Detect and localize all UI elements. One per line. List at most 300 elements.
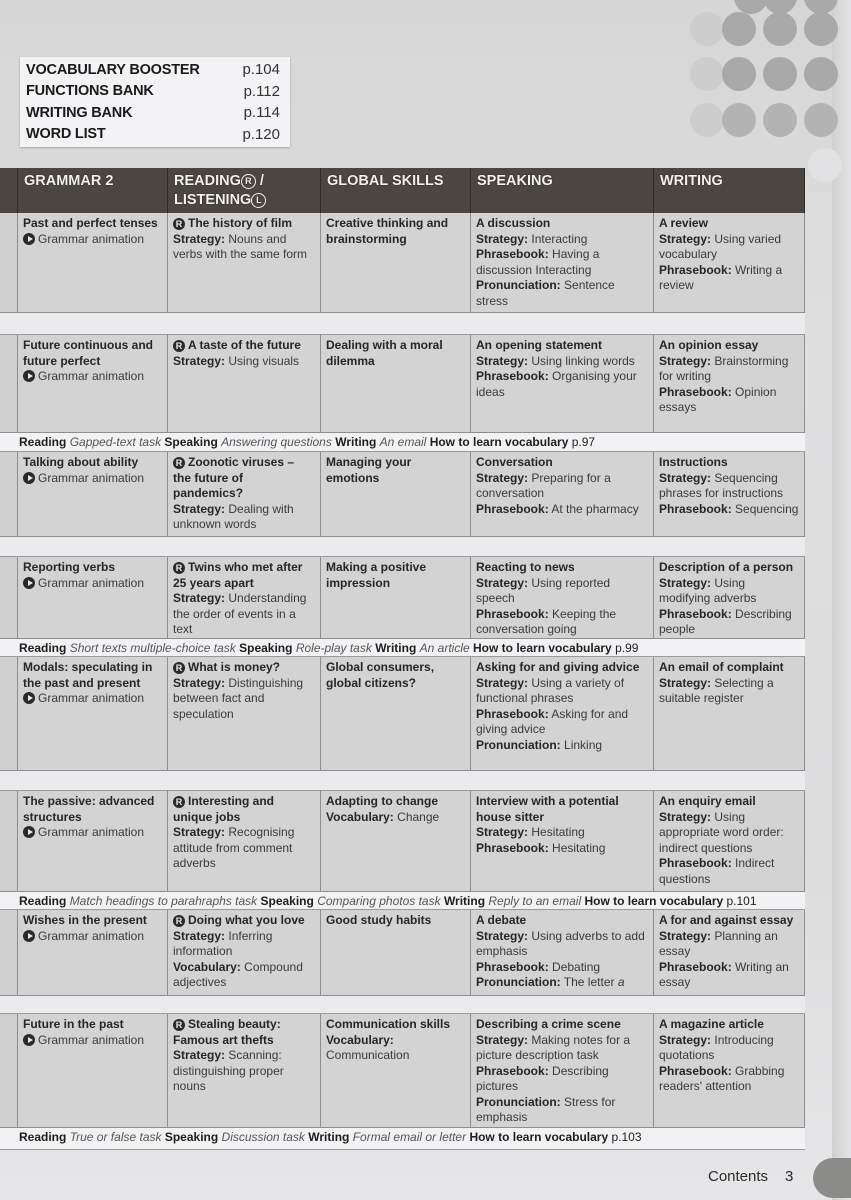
strategy-label: Strategy: bbox=[476, 353, 529, 368]
writing-phrasebook: Writing an essay bbox=[659, 959, 789, 989]
unit-marker-cell bbox=[0, 791, 18, 892]
grammar-topic: Future continuous and future perfect bbox=[23, 338, 153, 368]
global-skills-cell bbox=[321, 1014, 471, 1128]
speaking-phrasebook: Organising your ideas bbox=[476, 369, 637, 399]
dot-icon bbox=[690, 12, 724, 46]
global-skills-cell bbox=[321, 335, 471, 433]
how-to-learn-vocabulary-link[interactable] bbox=[469, 1130, 641, 1144]
header-reading-listening bbox=[168, 168, 321, 213]
grammar-animation-label: Grammar animation bbox=[38, 691, 145, 705]
strategy-label: Strategy: bbox=[476, 1032, 529, 1047]
writing-strategy: Selecting a suitable register bbox=[659, 675, 774, 705]
writing-strategy: Brainstorming for writing bbox=[659, 353, 789, 383]
unit-marker-cell bbox=[0, 910, 18, 996]
writing-phrasebook: Sequencing bbox=[735, 501, 799, 516]
play-icon bbox=[23, 577, 35, 589]
pronunciation-label: Pronunciation: bbox=[476, 1094, 561, 1109]
exam-reading-task: Match headings to parahraphs task bbox=[69, 894, 258, 908]
reading-badge-icon: R bbox=[173, 340, 185, 352]
exam-writing-task: An article bbox=[419, 641, 470, 655]
page-footer-label: Contents bbox=[708, 1168, 769, 1185]
strategy-label: Strategy: bbox=[173, 353, 226, 368]
phrasebook-label: Phrasebook: bbox=[476, 501, 549, 516]
writing-title: An opinion essay bbox=[659, 338, 759, 352]
speaking-title: Reacting to news bbox=[476, 560, 575, 574]
how-to-learn-vocabulary-link[interactable] bbox=[473, 641, 638, 655]
vocabulary-label: Vocabulary: bbox=[326, 809, 394, 824]
page-tab-icon bbox=[813, 1158, 851, 1198]
speaking-phrasebook: At the pharmacy bbox=[551, 501, 639, 516]
speaking-strategy: Using reported speech bbox=[476, 575, 611, 605]
speaking-cell bbox=[471, 557, 654, 639]
reading-cell bbox=[168, 910, 321, 996]
speaking-title: A discussion bbox=[476, 216, 551, 230]
writing-phrasebook: Opinion essays bbox=[659, 384, 777, 414]
reading-cell bbox=[168, 791, 321, 892]
pronunciation-label: Pronunciation: bbox=[476, 278, 561, 292]
exam-speaking-task: Comparing photos task bbox=[317, 894, 441, 908]
dot-icon bbox=[763, 12, 797, 46]
grammar-animation-link[interactable] bbox=[23, 1033, 162, 1049]
speaking-title: Interview with a potential house sitter bbox=[476, 794, 619, 824]
how-to-label: How to learn vocabulary bbox=[473, 641, 612, 655]
exam-writing-task: Formal email or letter bbox=[352, 1130, 467, 1144]
dot-icon bbox=[722, 57, 756, 91]
grammar-topic: Reporting verbs bbox=[23, 560, 116, 574]
speaking-pronunciation: The letter bbox=[563, 975, 615, 989]
reading-strategy: Nouns and verbs with the same form bbox=[173, 231, 308, 261]
speaking-phrasebook: Asking for and giving advice bbox=[476, 706, 629, 736]
strategy-label: Strategy: bbox=[173, 1048, 226, 1062]
dot-icon bbox=[804, 12, 838, 46]
play-icon bbox=[23, 370, 35, 382]
index-page: p.112 bbox=[243, 82, 280, 100]
reading-title: Interesting and unique jobs bbox=[173, 794, 275, 824]
writing-title: Instructions bbox=[659, 455, 728, 469]
exam-skills-footer bbox=[0, 1128, 805, 1150]
dot-icon bbox=[690, 57, 724, 91]
exam-reading-task: True or false task bbox=[69, 1130, 162, 1144]
writing-label: Writing bbox=[443, 894, 486, 908]
writing-strategy: Introducing quotations bbox=[659, 1032, 774, 1062]
pronunciation-letter: a bbox=[617, 975, 625, 989]
writing-cell bbox=[654, 657, 805, 771]
how-to-label: How to learn vocabulary bbox=[469, 1130, 609, 1144]
global-skill-title: Good study habits bbox=[326, 913, 432, 927]
speaking-title: A debate bbox=[476, 913, 527, 927]
unit-marker-cell bbox=[0, 1014, 18, 1128]
header-grammar bbox=[18, 168, 168, 213]
strategy-label: Strategy: bbox=[476, 470, 529, 485]
grammar-animation-link[interactable] bbox=[23, 929, 162, 945]
unit-marker-cell bbox=[0, 335, 18, 433]
play-icon bbox=[23, 692, 35, 704]
reading-title: The history of film bbox=[188, 216, 293, 230]
header-unit-column bbox=[0, 168, 18, 213]
writing-strategy: Using appropriate word order: indirect questions bbox=[659, 809, 784, 855]
listening-badge-icon: L bbox=[251, 193, 266, 208]
grammar-topic: Past and perfect tenses bbox=[23, 216, 158, 230]
speaking-strategy: Interacting bbox=[531, 231, 588, 246]
index-label: WRITING BANK bbox=[26, 104, 133, 121]
speaking-cell bbox=[471, 1014, 654, 1128]
how-to-label: How to learn vocabulary bbox=[429, 435, 569, 449]
dot-icon bbox=[804, 103, 838, 137]
index-label: WORD LIST bbox=[26, 126, 106, 143]
reading-cell bbox=[168, 1014, 321, 1128]
grammar-topic: Talking about ability bbox=[23, 455, 139, 469]
how-to-label: How to learn vocabulary bbox=[584, 894, 724, 908]
strategy-label: Strategy: bbox=[173, 825, 226, 839]
grammar-topic: The passive: advanced structures bbox=[23, 794, 155, 824]
speaking-title: Asking for and giving advice bbox=[476, 660, 640, 674]
grammar-cell bbox=[18, 910, 168, 996]
grammar-cell bbox=[18, 557, 168, 639]
speaking-pronunciation: Sentence stress bbox=[476, 278, 615, 308]
reading-strategy: Distinguishing between fact and speculation bbox=[173, 675, 304, 721]
header-listening-label: LISTENING bbox=[174, 192, 252, 208]
reading-label: Reading bbox=[19, 894, 67, 908]
writing-label: Writing bbox=[375, 641, 417, 655]
reading-vocabulary: Compound adjectives bbox=[173, 959, 303, 989]
exam-speaking-task: Role-play task bbox=[295, 641, 372, 655]
strategy-label: Strategy: bbox=[659, 231, 712, 246]
index-item-word-list[interactable] bbox=[20, 124, 290, 146]
strategy-label: Strategy: bbox=[173, 591, 226, 605]
grammar-cell bbox=[18, 1014, 168, 1128]
reading-cell bbox=[168, 657, 321, 771]
writing-phrasebook: Writing a review bbox=[659, 262, 783, 292]
global-skills-cell bbox=[321, 910, 471, 996]
writing-title: A magazine article bbox=[659, 1017, 764, 1031]
play-icon bbox=[23, 233, 35, 245]
speaking-phrasebook: Having a discussion Interacting bbox=[476, 247, 600, 277]
reading-cell bbox=[168, 557, 321, 639]
how-to-page: p.101 bbox=[726, 894, 757, 908]
play-icon bbox=[23, 1034, 35, 1046]
reading-badge-icon: R bbox=[173, 218, 185, 230]
speaking-phrasebook: Debating bbox=[552, 959, 601, 974]
strategy-label: Strategy: bbox=[659, 809, 712, 824]
reading-strategy: Dealing with unknown words bbox=[173, 501, 294, 531]
global-skills-cell bbox=[321, 452, 471, 537]
reading-badge-icon: R bbox=[173, 662, 185, 674]
writing-strategy: Sequencing phrases for instructions bbox=[659, 470, 784, 500]
grammar-animation-link[interactable] bbox=[23, 691, 162, 707]
unit-spacer bbox=[0, 537, 805, 557]
phrasebook-label: Phrasebook: bbox=[476, 840, 549, 855]
strategy-label: Strategy: bbox=[476, 231, 529, 246]
unit-marker-cell bbox=[0, 657, 18, 771]
exam-writing-task: Reply to an email bbox=[488, 894, 582, 908]
speaking-pronunciation: Stress for emphasis bbox=[476, 1094, 616, 1124]
strategy-label: Strategy: bbox=[659, 675, 712, 690]
speaking-title: An opening statement bbox=[476, 338, 603, 352]
header-grammar-label: GRAMMAR 2 bbox=[24, 173, 114, 189]
exam-speaking-task: Discussion task bbox=[221, 1130, 305, 1144]
phrasebook-label: Phrasebook: bbox=[476, 606, 549, 621]
play-icon bbox=[23, 826, 35, 838]
index-page: p.104 bbox=[242, 61, 280, 79]
header-speaking bbox=[471, 168, 654, 213]
grammar-animation-label: Grammar animation bbox=[38, 825, 145, 839]
reading-badge-icon: R bbox=[173, 457, 185, 469]
dot-icon bbox=[722, 12, 756, 46]
global-skills-cell bbox=[321, 557, 471, 639]
strategy-label: Strategy: bbox=[659, 928, 712, 943]
grammar-animation-link[interactable] bbox=[23, 232, 162, 248]
global-skill-title: Communication skills bbox=[326, 1017, 451, 1031]
strategy-label: Strategy: bbox=[659, 1032, 712, 1047]
play-icon bbox=[23, 472, 35, 484]
reading-cell bbox=[168, 335, 321, 433]
grammar-animation-link[interactable] bbox=[23, 825, 162, 841]
writing-cell bbox=[654, 557, 805, 639]
reading-title: A taste of the future bbox=[188, 338, 301, 352]
dot-icon bbox=[804, 57, 838, 91]
grammar-animation-label: Grammar animation bbox=[38, 575, 145, 590]
reading-strategy: Understanding the order of events in a text bbox=[173, 591, 307, 636]
writing-label: Writing bbox=[308, 1130, 350, 1144]
header-speaking-label: SPEAKING bbox=[477, 173, 553, 189]
dot-icon bbox=[722, 103, 756, 137]
grammar-cell bbox=[18, 452, 168, 537]
strategy-label: Strategy: bbox=[173, 231, 226, 246]
grammar-animation-label: Grammar animation bbox=[38, 928, 145, 943]
reading-strategy: Using visuals bbox=[228, 353, 300, 368]
grammar-animation-label: Grammar animation bbox=[38, 1032, 145, 1047]
how-to-page: p.103 bbox=[611, 1130, 642, 1144]
exam-skills-footer bbox=[0, 433, 805, 452]
strategy-label: Strategy: bbox=[173, 675, 226, 690]
speaking-pronunciation: Linking bbox=[564, 737, 603, 752]
index-page: p.114 bbox=[243, 104, 280, 122]
strategy-label: Strategy: bbox=[173, 501, 226, 516]
global-skills-cell bbox=[321, 213, 471, 313]
speaking-strategy: Using a variety of functional phrases bbox=[476, 675, 625, 705]
exam-reading-task: Short texts multiple-choice task bbox=[69, 641, 236, 655]
header-writing bbox=[654, 168, 805, 213]
exam-skills-footer bbox=[0, 892, 805, 910]
phrasebook-label: Phrasebook: bbox=[659, 262, 732, 277]
global-vocabulary: Communication bbox=[326, 1048, 410, 1062]
speaking-label: Speaking bbox=[164, 435, 218, 449]
unit-marker-cell bbox=[0, 452, 18, 537]
speaking-label: Speaking bbox=[164, 1130, 219, 1144]
index-page: p.120 bbox=[242, 125, 280, 143]
writing-cell bbox=[654, 791, 805, 892]
how-to-page: p.97 bbox=[571, 435, 596, 449]
reading-badge-icon: R bbox=[173, 796, 185, 808]
grammar-cell bbox=[18, 335, 168, 433]
reading-strategy: Inferring information bbox=[173, 928, 273, 958]
index-label: VOCABULARY BOOSTER bbox=[26, 61, 200, 78]
reading-cell bbox=[168, 452, 321, 537]
speaking-cell bbox=[471, 657, 654, 771]
reading-strategy: Scanning: distinguishing proper nouns bbox=[173, 1048, 284, 1093]
phrasebook-label: Phrasebook: bbox=[476, 369, 549, 383]
speaking-strategy: Using adverbs to add emphasis bbox=[476, 928, 645, 958]
reading-title: Doing what you love bbox=[188, 913, 305, 927]
exam-writing-task: An email bbox=[379, 435, 427, 449]
writing-strategy: Planning an essay bbox=[659, 928, 778, 958]
grammar-topic: Wishes in the present bbox=[23, 913, 147, 927]
writing-title: Description of a person bbox=[659, 560, 794, 574]
speaking-strategy: Making notes for a picture description task bbox=[476, 1032, 631, 1062]
how-to-page: p.99 bbox=[615, 641, 639, 655]
writing-title: An enquiry email bbox=[659, 794, 756, 808]
writing-title: A review bbox=[659, 216, 708, 230]
grammar-animation-link[interactable] bbox=[23, 369, 162, 385]
reading-title: Zoonotic viruses – the future of pandemics? bbox=[173, 455, 295, 500]
writing-phrasebook: Indirect questions bbox=[659, 856, 775, 886]
unit-marker-cell bbox=[0, 213, 18, 313]
unit-spacer bbox=[0, 771, 805, 791]
writing-cell bbox=[654, 910, 805, 996]
back-matter-index bbox=[20, 57, 290, 147]
phrasebook-label: Phrasebook: bbox=[659, 501, 732, 516]
writing-phrasebook: Describing people bbox=[659, 606, 792, 636]
writing-cell bbox=[654, 335, 805, 433]
speaking-strategy: Preparing for a conversation bbox=[476, 470, 611, 500]
grammar-animation-link[interactable] bbox=[23, 576, 162, 592]
dot-icon bbox=[763, 103, 797, 137]
speaking-strategy: Hesitating bbox=[531, 825, 585, 839]
exam-reading-task: Gapped-text task bbox=[69, 435, 162, 449]
global-skill-title: Creative thinking and brainstorming bbox=[326, 216, 449, 246]
phrasebook-label: Phrasebook: bbox=[476, 247, 549, 261]
grammar-cell bbox=[18, 213, 168, 313]
vocabulary-label: Vocabulary: bbox=[173, 959, 241, 974]
writing-title: A for and against essay bbox=[659, 913, 794, 927]
speaking-phrasebook: Hesitating bbox=[552, 840, 606, 855]
header-reading-label: READING bbox=[174, 173, 241, 189]
page-number: 3 bbox=[785, 1168, 794, 1185]
speaking-label: Speaking bbox=[239, 641, 293, 655]
speaking-cell bbox=[471, 213, 654, 313]
global-skill-title: Managing your emotions bbox=[326, 455, 412, 485]
unit-marker-cell bbox=[0, 557, 18, 639]
writing-label: Writing bbox=[335, 435, 377, 449]
reading-strategy: Recognising attitude from comment adverbs bbox=[173, 825, 295, 870]
phrasebook-label: Phrasebook: bbox=[659, 606, 732, 621]
strategy-label: Strategy: bbox=[476, 928, 529, 943]
dot-icon bbox=[808, 148, 842, 182]
grammar-animation-label: Grammar animation bbox=[38, 470, 145, 485]
dot-icon bbox=[763, 57, 797, 91]
global-skill-title: Dealing with a moral dilemma bbox=[326, 338, 443, 368]
grammar-animation-label: Grammar animation bbox=[38, 231, 145, 246]
reading-label: Reading bbox=[19, 435, 67, 449]
reading-title: What is money? bbox=[188, 660, 281, 674]
phrasebook-label: Phrasebook: bbox=[659, 856, 732, 870]
pronunciation-label: Pronunciation: bbox=[476, 737, 561, 752]
grammar-topic: Modals: speculating in the past and present bbox=[23, 660, 153, 690]
how-to-learn-vocabulary-link[interactable] bbox=[584, 894, 756, 908]
phrasebook-label: Phrasebook: bbox=[476, 706, 549, 721]
index-item-writing-bank[interactable] bbox=[20, 102, 290, 124]
global-skills-cell bbox=[321, 791, 471, 892]
writing-title: An email of complaint bbox=[659, 660, 784, 674]
index-label: FUNCTIONS BANK bbox=[26, 83, 154, 100]
reading-badge-icon: R bbox=[241, 174, 256, 189]
unit-spacer bbox=[0, 313, 805, 335]
global-skill-title: Global consumers, global citizens? bbox=[326, 660, 435, 690]
phrasebook-label: Phrasebook: bbox=[659, 959, 732, 974]
speaking-title: Conversation bbox=[476, 455, 553, 469]
header-slash: / bbox=[255, 173, 264, 189]
header-global-label: GLOBAL SKILLS bbox=[327, 173, 444, 189]
writing-strategy: Using modifying adverbs bbox=[659, 575, 757, 605]
play-icon bbox=[23, 930, 35, 942]
speaking-phrasebook: Describing pictures bbox=[476, 1063, 609, 1093]
speaking-label: Speaking bbox=[260, 894, 314, 908]
index-item-functions-bank[interactable] bbox=[20, 81, 290, 103]
grammar-animation-label: Grammar animation bbox=[38, 369, 145, 383]
speaking-phrasebook: Keeping the conversation going bbox=[476, 606, 617, 636]
strategy-label: Strategy: bbox=[476, 675, 529, 690]
writing-cell bbox=[654, 452, 805, 537]
reading-label: Reading bbox=[19, 641, 67, 655]
strategy-label: Strategy: bbox=[173, 928, 226, 943]
unit-spacer bbox=[0, 996, 805, 1014]
pronunciation-label: Pronunciation: bbox=[476, 975, 561, 989]
global-skill-title: Making a positive impression bbox=[326, 560, 427, 590]
global-vocabulary: Change bbox=[397, 809, 440, 824]
speaking-cell bbox=[471, 452, 654, 537]
vocabulary-label: Vocabulary: bbox=[326, 1032, 394, 1047]
exam-skills-footer bbox=[0, 639, 805, 657]
reading-title: Stealing beauty: Famous art thefts bbox=[173, 1017, 281, 1047]
phrasebook-label: Phrasebook: bbox=[659, 384, 732, 399]
speaking-strategy: Using linking words bbox=[531, 353, 635, 368]
exam-speaking-task: Answering questions bbox=[221, 435, 332, 449]
strategy-label: Strategy: bbox=[659, 470, 712, 485]
strategy-label: Strategy: bbox=[476, 575, 529, 590]
writing-cell bbox=[654, 213, 805, 313]
how-to-learn-vocabulary-link[interactable] bbox=[430, 435, 595, 449]
grammar-cell bbox=[18, 791, 168, 892]
strategy-label: Strategy: bbox=[659, 575, 712, 590]
strategy-label: Strategy: bbox=[659, 353, 712, 368]
grammar-topic: Future in the past bbox=[23, 1017, 124, 1031]
speaking-cell bbox=[471, 335, 654, 433]
reading-cell bbox=[168, 213, 321, 313]
grammar-cell bbox=[18, 657, 168, 771]
writing-strategy: Using varied vocabulary bbox=[659, 231, 782, 261]
dot-icon bbox=[690, 103, 724, 137]
writing-cell bbox=[654, 1014, 805, 1128]
grammar-animation-link[interactable] bbox=[23, 471, 162, 487]
global-skills-cell bbox=[321, 657, 471, 771]
reading-badge-icon: R bbox=[173, 915, 185, 927]
strategy-label: Strategy: bbox=[476, 825, 529, 839]
reading-label: Reading bbox=[19, 1130, 67, 1144]
phrasebook-label: Phrasebook: bbox=[476, 1063, 549, 1078]
phrasebook-label: Phrasebook: bbox=[659, 1063, 732, 1078]
speaking-cell bbox=[471, 910, 654, 996]
writing-phrasebook: Grabbing readers' attention bbox=[659, 1063, 785, 1093]
speaking-title: Describing a crime scene bbox=[476, 1017, 621, 1031]
page-edge-strip bbox=[832, 0, 851, 1200]
reading-badge-icon: R bbox=[173, 562, 185, 574]
reading-title: Twins who met after 25 years apart bbox=[173, 560, 303, 590]
header-writing-label: WRITING bbox=[660, 173, 723, 189]
global-skill-title: Adapting to change bbox=[326, 794, 438, 808]
phrasebook-label: Phrasebook: bbox=[476, 959, 549, 974]
speaking-cell bbox=[471, 791, 654, 892]
index-item-vocabulary-booster[interactable] bbox=[20, 59, 290, 81]
